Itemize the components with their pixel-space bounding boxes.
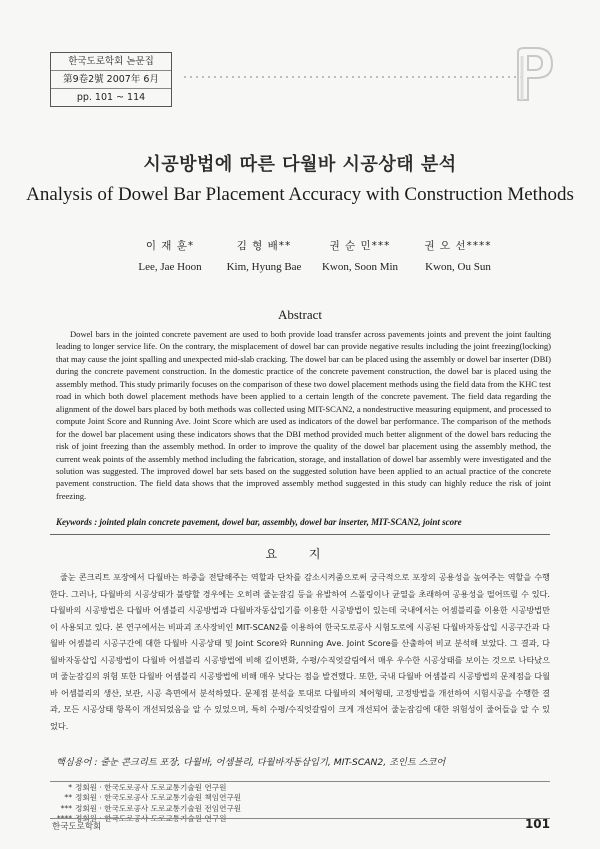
footnote-text: 정회원 · 한국도로공사 도로교통기술원 연구원: [75, 783, 227, 792]
paper-title-english: Analysis of Dowel Bar Placement Accuracy with Construction Methods: [26, 184, 574, 205]
footnote-text: 정회원 · 한국도로공사 도로교통기술원 책임연구원: [75, 793, 242, 803]
author-name-english: Lee, Jae Hoon: [138, 261, 202, 273]
footer-society-name: 한국도로학회: [52, 822, 102, 832]
footnote-divider: [50, 781, 550, 782]
summary-heading: 요 지: [265, 547, 335, 561]
journal-logo-icon: [508, 46, 556, 104]
author-name-english: Kwon, Soon Min: [321, 261, 399, 273]
page-number: 101: [524, 817, 550, 831]
korean-keywords: 핵심용어 : 줄눈 콘크리트 포장, 다월바, 어셈블리, 다월바자동삽입기, MIT-SCAN2, 조인트 스코어: [56, 757, 446, 768]
english-keywords: Keywords : jointed plain concrete pavement, dowel bar, assembly, dowel bar inserter, MIT-SCAN2, joint score: [56, 517, 462, 527]
author-name-korean: 권 순 민***: [329, 240, 391, 252]
journal-name: 한국도로학회 논문집: [68, 56, 154, 67]
footnote-text: 정회원 · 한국도로공사 도로교통기술원 연구원: [75, 814, 227, 824]
author-name-korean: 이 재 훈*: [145, 240, 195, 252]
journal-pages: pp. 101 ~ 114: [51, 88, 171, 106]
footnote-item: [52, 804, 452, 814]
footnote-mark: *: [68, 783, 72, 792]
footnote-item: [52, 793, 452, 803]
footnote-text: 정회원 · 한국도로공사 도로교통기술원 전임연구원: [75, 803, 242, 813]
footnote-mark: ***: [60, 803, 72, 813]
abstract-text: Dowel bars in the jointed concrete pavement are used to both provide load transfer across pavements joints and prevent the joint faulting leading to longer service life. On the contrary, the misplacement of dowel bar can provide negative results including the joint freezing(locking) that may cause the joint spalling and unexpected mid-slab cracking. The dowel bar can be placed using the assembly or dowel bar inserter (DBI) during the concrete pavement construction. In the domestic practice of the concrete pavement construction, the dowel bar is placed using the assembly method. This study primarily focuses on the comparison of these two dowel placement methods using the field data from the KHC test road in which both dowel placement methods have been applied to a certain length of the concrete pavement. The field data regarding the alignment of the dowel bars placed by both methods was collected using MIT-SCAN2, a nondestructive measuring equipment, and processed to compute Joint Score and Running Ave. Joint Score which are used as indicators of the dowel bar performance. The comparison of the methods for the dowel bar placement using these indicators shows that the DBI method provided much better alignment of the dowel bars reducing the risk of joint freezing than the assembly method. In order to improve the quality of the dowel bar placement using the assembly method, the current weak points of the assembly method including the fabrication, storage, and installation of dowel bar assembly were investigated and the solution was suggested. The improved dowel bar sets based on the suggested solution have been applied to an actual practice of the concrete pavement construction. The field data shows that the improved assembly method suggested in this study can highly reduce the risk of joint freezing.: [56, 329, 551, 501]
footer-divider: [50, 818, 550, 819]
footnote-item: [52, 814, 452, 824]
abstract-heading: Abstract: [277, 307, 323, 322]
summary-text: 줄눈 콘크리트 포장에서 다월바는 하중을 전달해주는 역할과 단차를 감소시켜줌으로써 궁극적으로 포장의 공용성을 높여주는 역할을 수행한다. 그러나, 다월바의 시공상태가 불량할 경우에는 오히려 줄눈잠김 등을 유발하여 스폴링이나 균열을 초래하여 공용성을 떨어뜨릴 수 있다. 다월바의 시공방법은 다월바 어셈블리 시공방법과 다월바자동삽입기를 이용한 시공방법이 있는데 국내에서는 어셈블리를 이용한 시공방법만이 사용되고 있다. 본 연구에서는 비파괴 조사장비인 MIT-SCAN2를 이용하여 한국도로공사 시험도로에 시공된 다월바자동삽입 시공구간과 다월바 어셈블리 시공구간에 대한 다월바 시공상태 및 Joint Score와 Running Ave. Joint Score를 산출하여 비교 분석해 보았다. 그 결과, 다월바자동삽입 시공방법이 다월바 어셈블리 시공방법에 비해 깊이변화, 수평/수직엇갈림에서 매우 우수한 시공상태를 보이는 것으로 나타났으며 줄눈잠김의 위험 또한 다월바 어셈블리 시공방법에 비해 매우 낮다는 점을 발견했다. 또한, 국내 다월바 어셈블리 시공방법의 문제점을 다월바 어셈블리의 생산, 보관, 시공 측면에서 분석하였다. 문제점 분석을 토대로 다월바의 체어형태, 고정방법을 개선하여 시험시공을 수행한 결과, 모든 시공상태 항목이 개선되었음을 알 수 있었으며, 특히 수평/수직엇갈림이 크게 개선되어 줄눈잠김에 대한 위험성이 줄어들을 알 수 있었다.: [50, 572, 550, 731]
paper-title-korean: 시공방법에 따른 다월바 시공상태 분석: [143, 154, 457, 175]
author-name-korean: 김 형 배**: [236, 240, 292, 252]
author-4: [398, 238, 518, 273]
author-name-korean: 권 오 선****: [424, 240, 492, 252]
footnote-mark: ****: [56, 814, 72, 824]
author-name-english: Kim, Hyung Bae: [226, 261, 302, 273]
section-divider: [50, 534, 550, 535]
journal-info-box: [50, 52, 172, 107]
footnote-item: [52, 783, 452, 793]
footnote-mark: **: [64, 793, 72, 803]
journal-volume: 第9卷2號 2007年 6月: [51, 70, 171, 88]
dotted-divider: [182, 76, 522, 78]
author-name-english: Kwon, Ou Sun: [425, 261, 491, 273]
